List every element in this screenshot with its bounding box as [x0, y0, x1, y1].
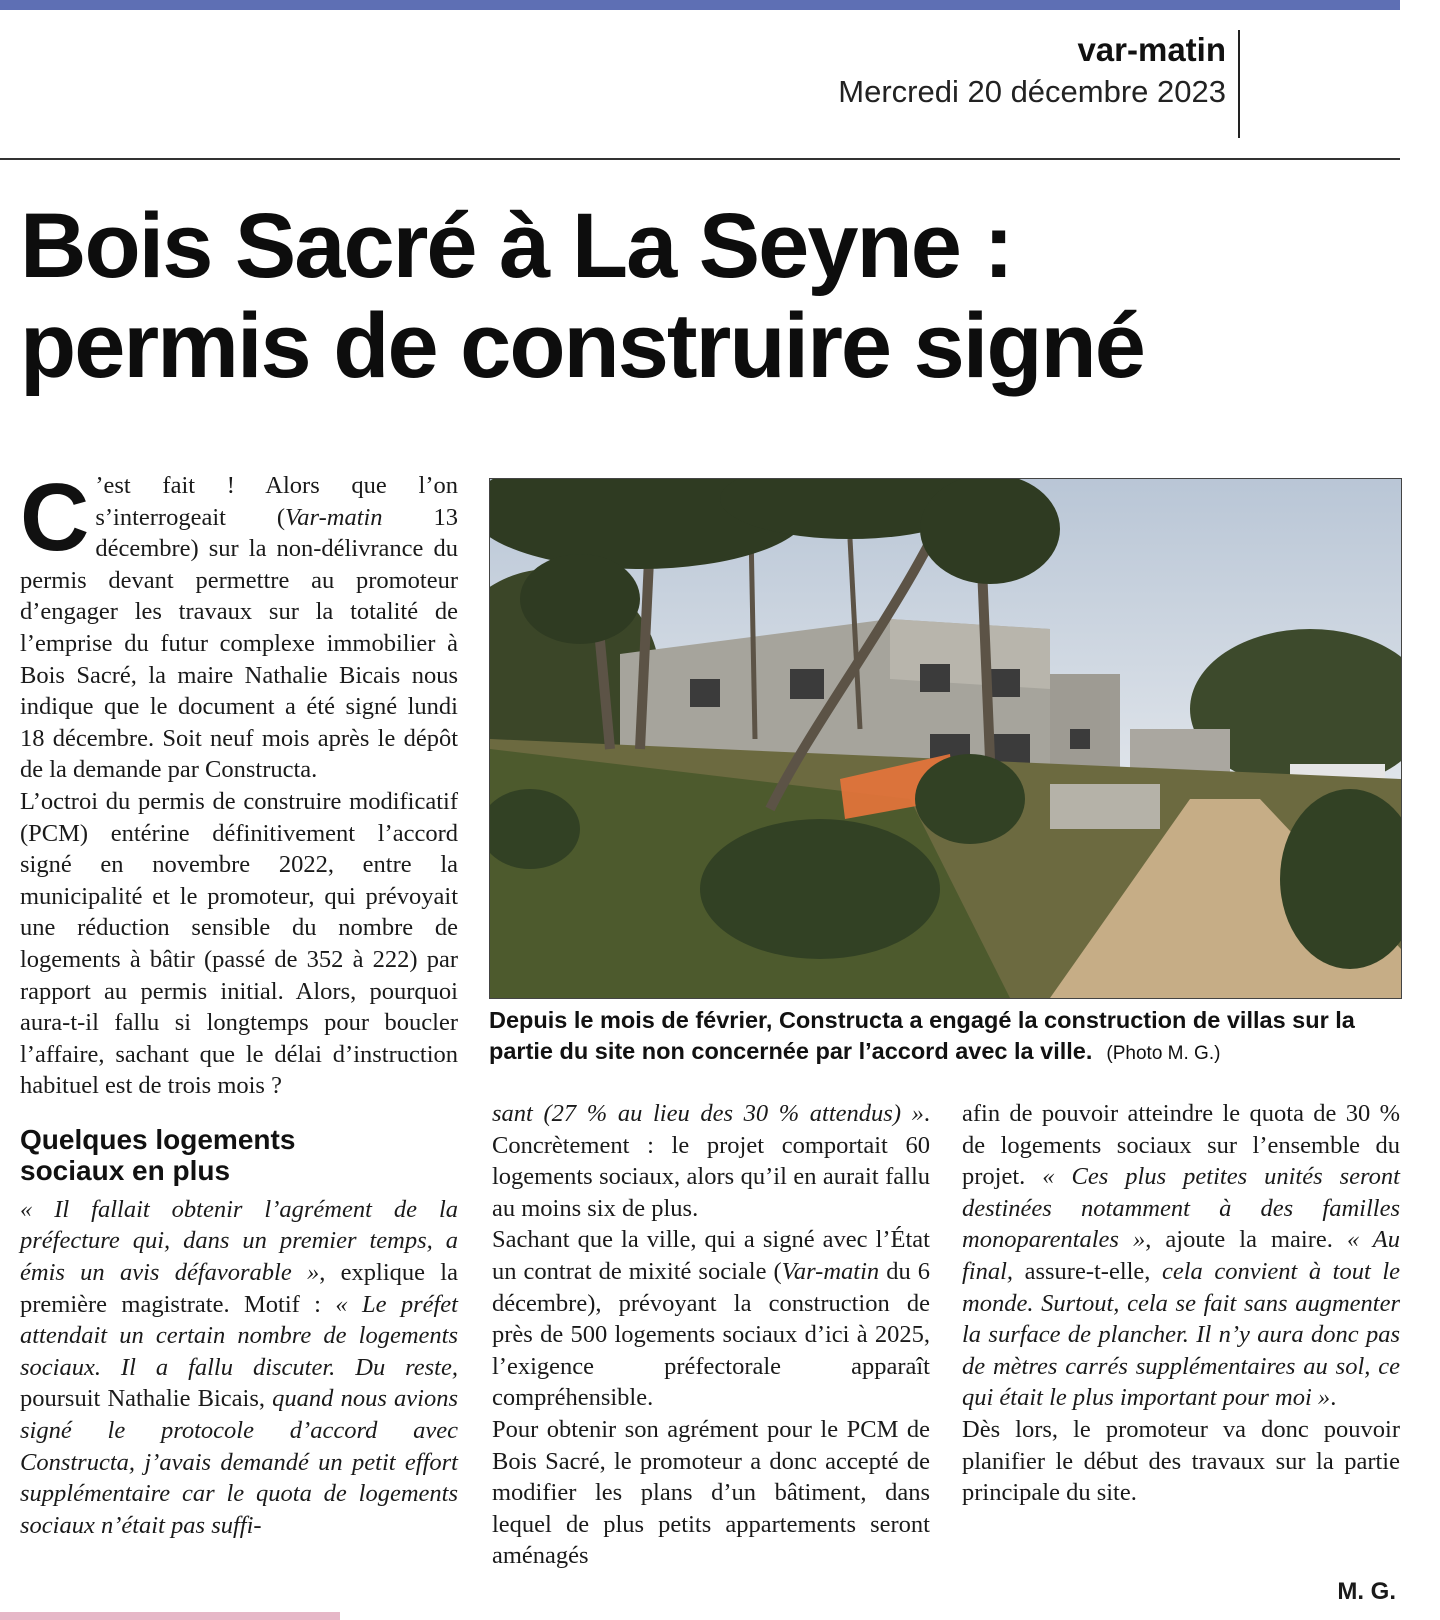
- bottom-color-mark: [0, 1612, 340, 1620]
- paragraph-2: L’octroi du permis de construire modificatif (PCM) entérine définitivement l’accord signé en novembre 2022, entre la municipalité et le promoteur, qui prévoyait une réduction sensible du nombre de logements à bâtir (passé de 352 à 222) par rapport au permis initial. Alors, pourquoi aura-t-il fallu si longtemps pour boucler l’affaire, sachant que le délai d’instruction habituel est de trois mois ?: [20, 787, 458, 1100]
- masthead: [838, 30, 1240, 138]
- top-color-rule: [0, 0, 1400, 10]
- paragraph-7: afin de pouvoir atteindre le quota de 30 % de logements sociaux sur l’ensemble du projet. « Ces plus petites unités seront destinées notamment à des familles monoparentales », ajoute la maire. « Au final, assure-t-elle, cela convient à tout le monde. Surtout, cela se fait sans augmenter la surface de plancher. Il n’y aura donc pas de mètres carrés supplémentaires au sol, ce qui était le plus important pour moi ».: [962, 1100, 1400, 1412]
- photo-caption: Depuis le mois de février, Constructa a engagé la construction de villas sur la partie du site non concernée par l’accord avec la ville. (Photo M. G.): [489, 1007, 1355, 1064]
- article-column-2: [492, 1098, 930, 1572]
- paragraph-8: Dès lors, le promoteur va donc pouvoir planifier le début des travaux sur la partie principale du site.: [962, 1415, 1400, 1507]
- article-headline: [20, 196, 1390, 396]
- lead-paragraph: C ’est fait ! Alors que l’on s’interrogeait (Var-matin 13 décembre) sur la non-délivrance du permis devant permettre au promoteur d’engager les travaux sur la totalité de l’emprise du futur complexe immobilier à Bois Sacré, la maire Nathalie Bicais nous indique que le document a été signé lundi 18 décembre. Soit neuf mois après le dépôt de la demande par Constructa.: [20, 464, 458, 784]
- section-subhead: Quelques logements sociaux en plus: [20, 1123, 296, 1186]
- paragraph-4: sant (27 % au lieu des 30 % attendus) ». Concrètement : le projet comportait 60 logements sociaux, alors qu’il en aurait fallu au moins six de plus.: [492, 1100, 930, 1222]
- paragraph-6: Pour obtenir son agrément pour le PCM de Bois Sacré, le promoteur a donc accepté de modifier les plans d’un bâtiment, dans lequel de plus petits appartements seront aménagés: [492, 1415, 930, 1570]
- photo-credit: (Photo M. G.): [1106, 1043, 1221, 1064]
- article-column-1: [20, 464, 458, 1541]
- construction-photo-illustration: [490, 479, 1401, 998]
- drop-cap: C: [20, 464, 90, 571]
- header-divider: [0, 158, 1400, 160]
- construction-photo: [489, 478, 1402, 999]
- headline-line-1: Bois Sacré à La Seyne :: [20, 195, 1013, 297]
- newspaper-name: var-matin: [1077, 31, 1226, 68]
- paragraph-3: « Il fallait obtenir l’agrément de la préfecture qui, dans un premier temps, a émis un avis défavorable », explique la première magistrate. Motif : « Le préfet attendait un certain nombre de logements sociaux. Il a fallu discuter. Du reste, poursuit Nathalie Bicais, quand nous avions signé le protocole d’accord avec Constructa, j’avais demandé un petit effort supplémentaire car le quota de logements sociaux n’était pas suffi-: [20, 1195, 458, 1539]
- article-column-3: [962, 1098, 1400, 1509]
- headline-line-2: permis de construire signé: [20, 295, 1144, 397]
- paragraph-5: Sachant que la ville, qui a signé avec l’État un contrat de mixité sociale (Var-matin du 6 décembre), prévoyant la construction de près de 500 logements sociaux d’ici à 2025, l’exigence préfectorale apparaît compréhensible.: [492, 1226, 930, 1412]
- publication-date: Mercredi 20 décembre 2023: [838, 74, 1226, 109]
- author-signature: M. G.: [1337, 1578, 1396, 1605]
